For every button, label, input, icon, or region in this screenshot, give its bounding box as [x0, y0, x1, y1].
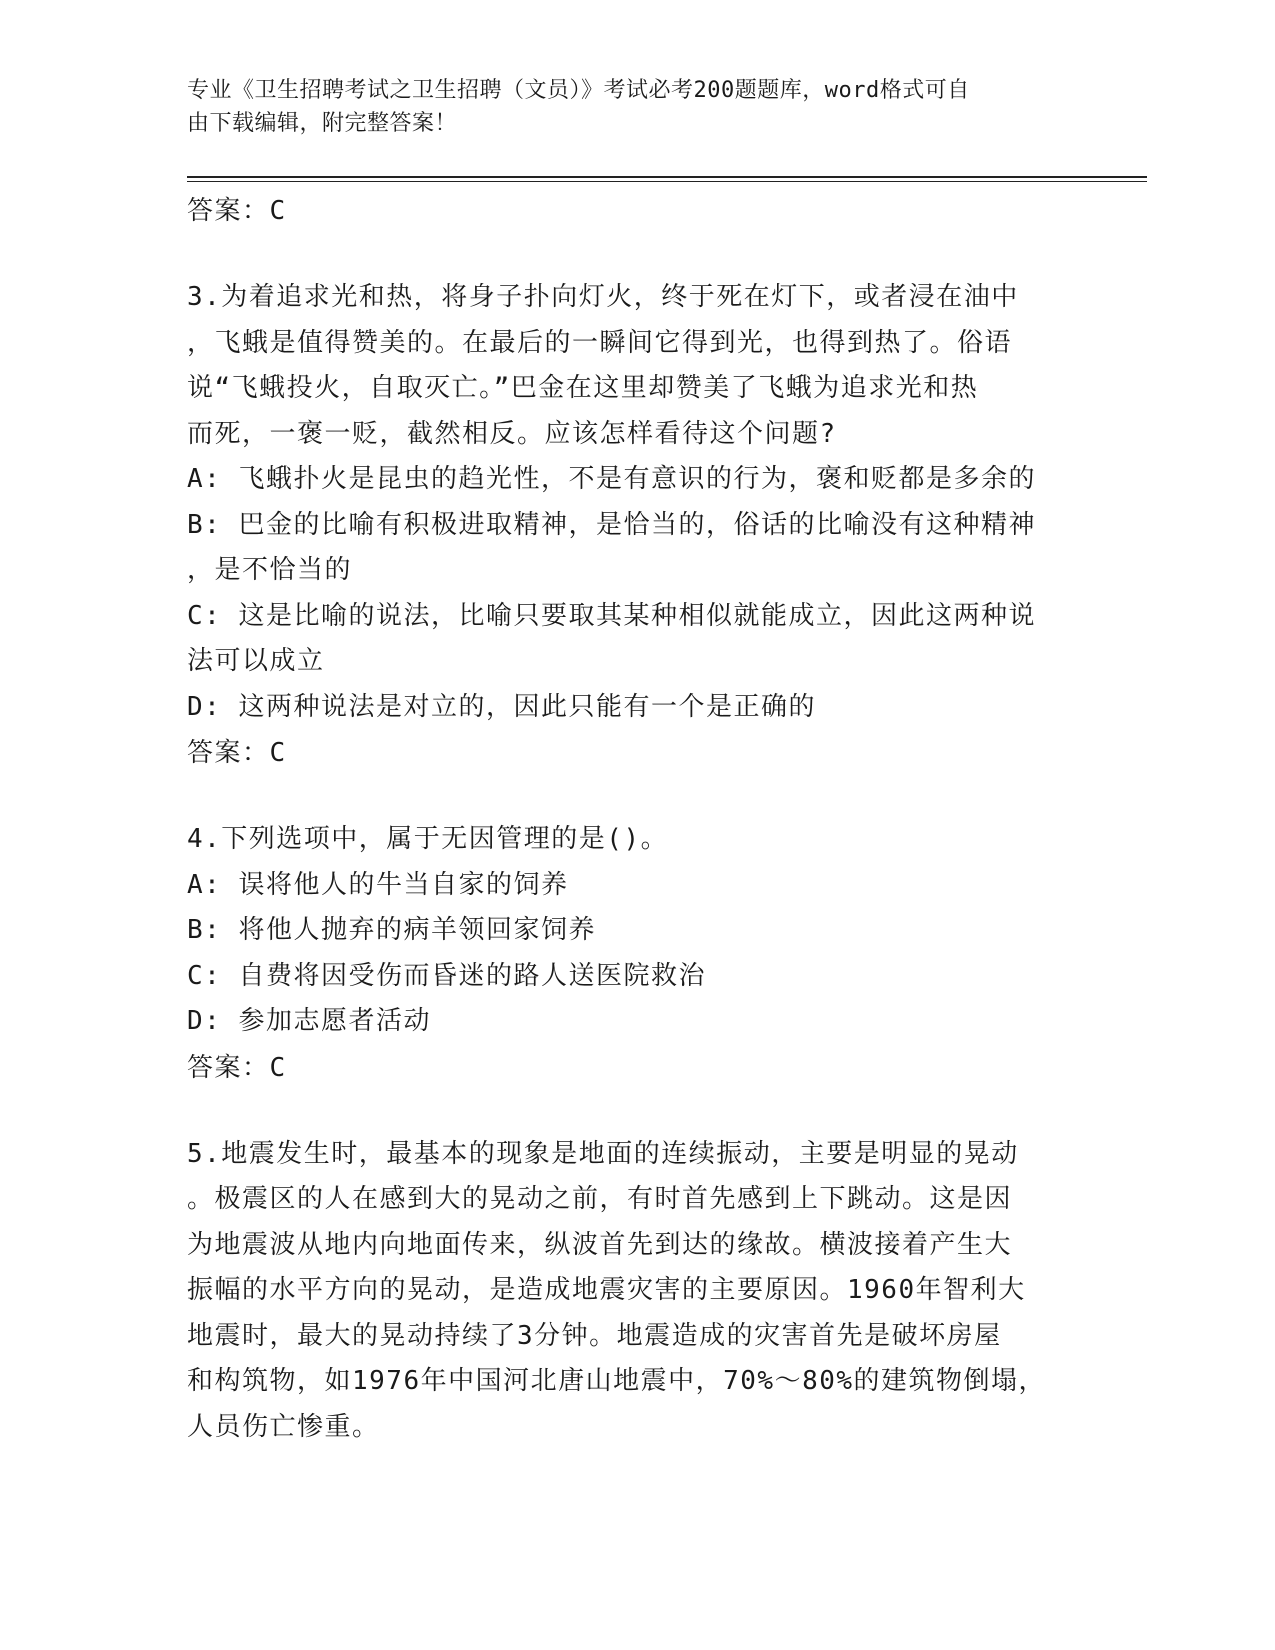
question-5-stem-line: 5.地震发生时，最基本的现象是地面的连续振动，主要是明显的晃动 [187, 1138, 1019, 1169]
answer-previous: 答案：C [187, 196, 287, 226]
question-3-option-c: C: 这是比喻的说法，比喻只要取其某种相似就能成立，因此这两种说 [187, 600, 1036, 631]
question-4-stem: 4.下列选项中，属于无因管理的是()。 [187, 824, 669, 854]
question-3-stem-line: 说“飞蛾投火，自取灭亡。”巴金在这里却赞美了飞蛾为追求光和热 [187, 373, 979, 403]
question-5-stem-line: 。极震区的人在感到大的晃动之前，有时首先感到上下跳动。这是因 [187, 1184, 1013, 1214]
question-5-stem-line: 人员伤亡惨重。 [187, 1411, 380, 1442]
question-3-stem-line: 而死，一褒一贬，截然相反。应该怎样看待这个问题? [187, 418, 837, 449]
question-4-option-c: C: 自费将因受伤而昏迷的路人送医院救治 [187, 960, 706, 991]
question-3 [187, 275, 1087, 776]
header-line-2: 由下载编辑，附完整答案！ [187, 111, 458, 136]
question-4-option-a: A: 误将他人的牛当自家的饲养 [187, 869, 569, 900]
question-4-option-d: D: 参加志愿者活动 [187, 1006, 431, 1036]
question-3-stem-line: ，飞蛾是值得赞美的。在最后的一瞬间它得到光，也得到热了。俗语 [187, 327, 1013, 358]
question-4-answer: 答案：C [187, 1052, 287, 1083]
header-rule-thick [187, 176, 1147, 178]
question-4-option-b: B: 将他人抛弃的病羊领回家饲养 [187, 915, 596, 945]
question-3-stem-line: 3.为着追求光和热，将身子扑向灯火，终于死在灯下，或者浸在油中 [187, 282, 1019, 312]
document-header [187, 74, 1087, 140]
header-line-1: 专业《卫生招聘考试之卫生招聘（文员）》考试必考200题题库，word格式可自 [187, 78, 970, 103]
question-3-option-b: B: 巴金的比喻有积极进取精神，是恰当的，俗话的比喻没有这种精神 [187, 509, 1036, 540]
question-5 [187, 1132, 1087, 1451]
document-body [187, 188, 1087, 1450]
question-5-stem-line: 振幅的水平方向的晃动，是造成地震灾害的主要原因。1960年智利大 [187, 1275, 1026, 1305]
question-5-stem-line: 为地震波从地内向地面传来，纵波首先到达的缘故。横波接着产生大 [187, 1229, 1013, 1260]
question-3-answer: 答案：C [187, 738, 287, 768]
question-3-option-a: A: 飞蛾扑火是昆虫的趋光性，不是有意识的行为，褒和贬都是多余的 [187, 464, 1036, 494]
question-4 [187, 817, 1087, 1091]
question-3-option-c-cont: 法可以成立 [187, 646, 325, 676]
question-5-stem-line: 和构筑物，如1976年中国河北唐山地震中，70%～80%的建筑物倒塌， [187, 1366, 1047, 1396]
question-3-option-d: D: 这两种说法是对立的，因此只能有一个是正确的 [187, 691, 816, 722]
question-5-stem-line: 地震时，最大的晃动持续了3分钟。地震造成的灾害首先是破坏房屋 [187, 1320, 1002, 1351]
header-rule-thin [187, 181, 1147, 182]
question-3-option-b-cont: ，是不恰当的 [187, 555, 353, 585]
